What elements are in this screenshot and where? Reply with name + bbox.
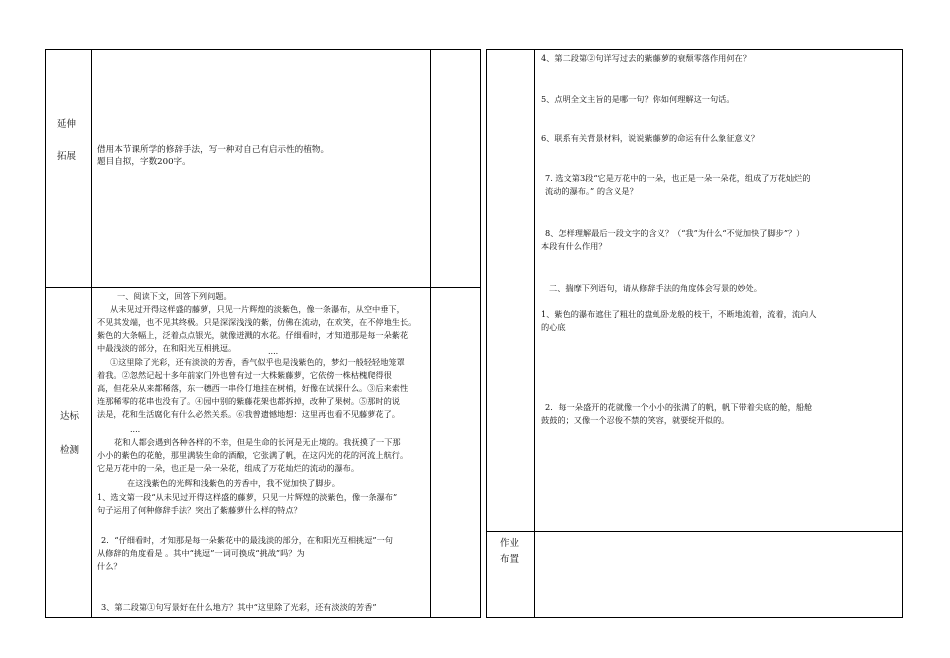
part-two-question-2: 2．每一朵盛开的花就像一个小小的张满了的帆，帆下带着尖底的舱，船舱 鼓鼓的；又像一个忍俊不禁的笑容，就要绽开似的。 <box>541 402 813 425</box>
reading-heading: 一、阅读下文，回答下列问题。 <box>117 291 232 301</box>
question-5: 5、点明全文主旨的是哪一句？你如何理解这一句话。 <box>541 94 735 104</box>
left-table-top-border <box>45 49 481 50</box>
passage-paragraph-4: 在这浅紫色的光辉和浅紫色的芳香中，我不觉加快了脚步。 <box>127 478 340 488</box>
left-table-right-border <box>480 49 481 618</box>
question-3: 3、第二段第①句写景好在什么地方？其中“这里除了光彩，还有淡淡的芳香” <box>101 602 377 612</box>
left-table-left-border <box>45 49 46 618</box>
right-table-label-column-border <box>534 49 535 618</box>
part-two-question-1: 1、紫色的瀑布遮住了粗壮的盘虬卧龙般的枝干，不断地流着，流着，流向人 的心底 <box>541 309 817 332</box>
left-table-label-column-border <box>91 49 92 618</box>
question-8: 8、怎样理解最后一段文字的含义？（“我”为什么“不觉加快了脚步”？） 本段有什么作用？ <box>541 228 805 251</box>
assessment-label: 达标 检测 <box>60 411 80 456</box>
question-2: 2．“仔细看时，才知那是每一朵紫花中的最浅淡的部分，在和阳光互相挑逗”一句 从修辞的角度看是 。其中“挑逗”一词可换成“挑战”吗？为 什么？ <box>97 535 393 571</box>
right-table-bottom-border <box>486 617 903 618</box>
right-table-left-border <box>486 49 487 618</box>
question-6: 6、联系有关背景材料，说说紫藤萝的命运有什么象征意义？ <box>541 133 760 143</box>
right-table-right-border <box>902 49 903 618</box>
homework-label: 作业 布置 <box>500 538 520 565</box>
passage-emphasis-dots: .... <box>268 347 279 356</box>
passage-emphasis-dots: .... <box>130 425 141 434</box>
right-table-homework-divider <box>486 531 903 532</box>
question-7: 7. 选文第3段“它是万花中的一朵，也正是一朵一朵花，组成了万花灿烂的 流动的瀑布。” 的含义是？ <box>545 173 811 196</box>
extension-label: 延伸 拓展 <box>57 119 77 162</box>
left-table-row-divider <box>45 287 481 288</box>
passage-paragraph-3: 花和人都会遇到各种各样的不幸，但是生命的长河是无止境的。我抚摸了一下那 小小的紫色的花舱，那里满装生命的酒酿，它张满了帆，在这闪光的花的河流上航行。 它是万花中的一朵，也正是一朵一朵花，组成了万花灿烂的流动的瀑布。 <box>97 437 409 473</box>
passage-paragraph-1: 从未见过开得这样盛的藤萝，只见一片辉煌的淡紫色，像一条瀑布，从空中垂下， 不见其发端，也不见其终极。只是深深浅浅的紫，仿佛在流动，在欢笑，在不停地生长。 紫色的大条幅上，泛着点点银光，就像迸溅的水花。仔细看时，才知道那是每一朵紫花 中最浅淡的部分，在和阳光互相挑逗。 <box>97 304 417 353</box>
part-two-heading: 二、揣摩下列语句，请从修辞手法的角度体会写景的妙处。 <box>549 283 762 293</box>
right-table-top-border <box>486 49 903 50</box>
passage-paragraph-2: ①这里除了光彩，还有淡淡的芳香，香气似乎也是浅紫色的，梦幻一般轻轻地笼罩 着我。②忽然记起十多年前家门外也曾有过一大株紫藤萝，它依傍一株枯槐爬得很 高，但花朵从来都稀落，东一穗西一串伶仃地挂在树梢，好像在试探什么。③后来索性 连那稀零的花串也没有了。④园中别的紫藤花架也都拆掉，改种了果树。⑤那时的说 法是，花和生活腐化有什么必然关系。⑥我曾遗憾地想：这里再也看不见藤萝花了。 <box>97 357 409 419</box>
left-table-content-column-border <box>430 49 431 618</box>
left-table-bottom-border <box>45 617 481 618</box>
question-1: 1、选文第一段“从未见过开得这样盛的藤萝，只见一片辉煌的淡紫色，像一条瀑布” 句子运用了何种修辞手法？突出了紫藤萝什么样的特点？ <box>97 492 398 515</box>
question-4: 4、第二段第②句详写过去的紫藤萝的衰颓零落作用何在？ <box>541 53 751 63</box>
extension-task-text: 借用本节课所学的修辞手法，写一种对自己有启示性的植物。 题目自拟，字数200字。 <box>97 145 330 167</box>
